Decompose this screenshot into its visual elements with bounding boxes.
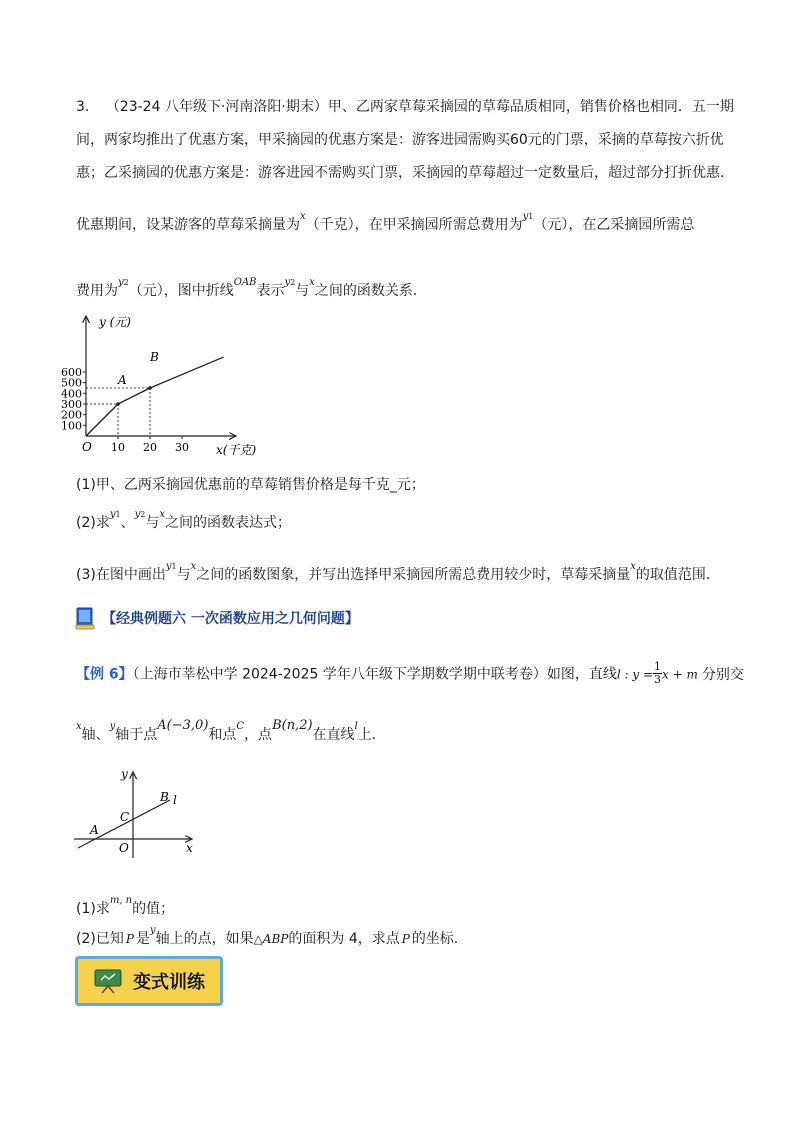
origin-label: O xyxy=(119,841,129,855)
point-a-label: A xyxy=(90,823,99,837)
point-b-label: B xyxy=(160,790,169,804)
example6-q1 xyxy=(76,895,175,918)
text: 与 xyxy=(145,515,160,531)
point-a-coord: A(−3,0) xyxy=(157,718,209,733)
point-b-coord: B(n,2) xyxy=(272,718,313,733)
problem3-line5 xyxy=(76,277,427,300)
var-y2: y2 xyxy=(118,277,129,288)
point-b-label: B xyxy=(150,350,159,364)
variant-training-button[interactable] xyxy=(75,956,223,1006)
equation-prefix: l : y = xyxy=(616,667,654,682)
point-c-label: C xyxy=(120,810,130,824)
text: ，点 xyxy=(244,727,273,743)
text: 与 xyxy=(176,567,191,583)
presentation-board-icon xyxy=(93,968,123,994)
var-y2: y2 xyxy=(134,509,146,520)
var-x: x xyxy=(159,509,165,520)
text: 轴、 xyxy=(81,727,110,743)
equation-fraction: $\frac{1}{3}$ xyxy=(654,660,662,686)
point-a-label: A xyxy=(118,373,127,387)
var-y2b: y2 xyxy=(284,277,296,288)
var-y: y xyxy=(149,925,156,936)
var-x: x xyxy=(630,561,636,572)
problem3-line4 xyxy=(76,211,695,234)
x-tick-label: 10 xyxy=(111,441,125,454)
text: (2)已知 xyxy=(76,931,124,947)
line-l: l xyxy=(354,721,358,732)
example6-line1 xyxy=(76,662,744,687)
example6-line2 xyxy=(76,718,386,744)
q1-text: (1)甲、乙两采摘园优惠前的草莓销售价格是每千克_元； xyxy=(76,477,425,493)
example-tag: 【例 6】 xyxy=(76,666,133,683)
text: 、 xyxy=(120,515,135,531)
problem-number: 3. xyxy=(76,99,90,115)
line-l-label: l xyxy=(173,793,177,807)
text: （千克），在甲采摘园所需总费用为 xyxy=(305,217,523,233)
problem3-line3-text: 惠；乙采摘园的优惠方案是：游客进园不需购买门票，采摘园的草莓超过一定数量后，超过部分打折优惠． xyxy=(76,165,734,181)
text: 是 xyxy=(135,931,150,947)
y-tick-label: 300 xyxy=(61,397,82,411)
problem3-line3 xyxy=(76,162,734,182)
text: 上． xyxy=(357,727,386,743)
text: （元），在乙采摘园所需总 xyxy=(533,217,695,233)
text: 和点 xyxy=(208,727,237,743)
problem3-q2 xyxy=(76,509,291,532)
graph-segment xyxy=(86,404,118,436)
y-tick-label: 600 xyxy=(61,365,82,379)
graph-segment xyxy=(118,388,150,404)
example6-q2 xyxy=(76,925,459,948)
y-tick-label: 500 xyxy=(61,376,82,390)
y-axis-label: y (元) xyxy=(99,315,131,329)
triangle-abp: △ABP xyxy=(253,932,289,946)
y-label: y xyxy=(121,767,128,781)
problem3-line1 xyxy=(76,96,734,116)
text: 轴于点 xyxy=(115,727,158,743)
var-y1: y1 xyxy=(165,561,177,572)
text: （上海市莘松中学 2024-2025 学年八年级下学期数学期中联考卷）如图，直线 xyxy=(132,666,617,683)
var-y1: y1 xyxy=(522,211,534,222)
text: 之间的函数表达式； xyxy=(164,515,291,531)
text: 轴上的点，如果 xyxy=(155,931,254,947)
var-p: P xyxy=(401,932,410,946)
text: 的取值范围． xyxy=(635,567,720,583)
point-c: C xyxy=(236,721,245,732)
book-icon xyxy=(74,606,96,630)
text: 与 xyxy=(295,283,310,299)
line-graph xyxy=(70,766,210,862)
graph-segment xyxy=(150,357,224,388)
problem3-q3 xyxy=(76,561,720,584)
problem3-line2-text: 间，两家均推出了优惠方案，甲采摘园的优惠方案是：游客进园需购买60元的门票，采摘的草莓按六折优 xyxy=(76,132,724,148)
variant-training-label: 变式训练 xyxy=(133,972,205,993)
point-marker xyxy=(148,386,152,390)
var-y1: y1 xyxy=(109,509,121,520)
text: (2)求 xyxy=(76,515,110,531)
x-axis-label: x(千克) xyxy=(216,443,257,457)
text: （元），图中折线 xyxy=(128,283,234,299)
text: 的坐标. xyxy=(411,931,459,947)
var-y: y xyxy=(109,721,116,732)
text: 的面积为 4，求点 xyxy=(288,931,400,947)
y-tick-label: 400 xyxy=(61,387,82,401)
var-mn: m, n xyxy=(109,895,133,906)
y-tick-label: 100 xyxy=(61,419,82,433)
x-tick-label: 20 xyxy=(143,441,157,454)
text: 的值； xyxy=(132,901,175,917)
x-tick-label: 30 xyxy=(175,441,189,454)
text: 之间的函数图象，并写出选择甲采摘园所需总费用较少时，草莓采摘量 xyxy=(196,567,631,583)
var-x: x xyxy=(76,721,82,732)
problem3-line2 xyxy=(76,129,724,149)
var-x: x xyxy=(300,211,306,222)
x-label: x xyxy=(186,841,193,855)
problem3-q1 xyxy=(76,474,425,494)
y-tick-label: 200 xyxy=(61,408,82,422)
price-graph xyxy=(61,308,257,468)
text: 优惠期间，设某游客的草莓采摘量为 xyxy=(76,217,300,233)
origin-label: O xyxy=(82,440,92,454)
text: (1)求 xyxy=(76,901,110,917)
var-p: P xyxy=(125,932,134,946)
text: 之间的函数关系． xyxy=(314,283,427,299)
section-header xyxy=(74,606,359,630)
var-x: x xyxy=(190,561,197,572)
text: 表示 xyxy=(256,283,285,299)
var-x: x xyxy=(309,277,315,288)
point-marker xyxy=(116,402,120,406)
var-oab: OAB xyxy=(233,277,257,288)
text: 费用为 xyxy=(76,283,118,299)
text: (3)在图中画出 xyxy=(76,567,166,583)
text: 分别交 xyxy=(701,666,744,683)
equation-suffix: x + m xyxy=(662,667,698,682)
problem3-intro: （23-24 八年级下·河南洛阳·期末）甲、乙两家草莓采摘园的草莓品质相同，销售价格也相同．五一期 xyxy=(105,99,734,115)
section-title: 【经典例题六 一次函数应用之几何问题】 xyxy=(102,611,359,627)
text: 在直线 xyxy=(312,727,355,743)
